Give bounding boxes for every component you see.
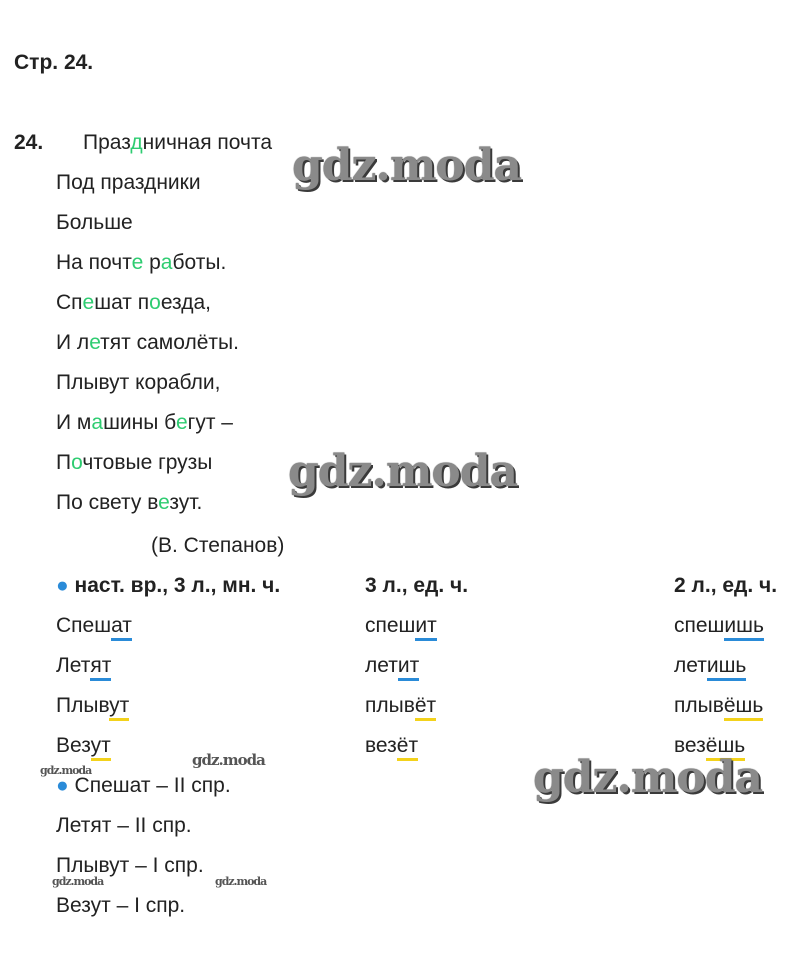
verb-form (674, 613, 764, 639)
poem-text: По свету в (56, 491, 159, 514)
table-header-col-2: 3 л., ед. ч. (365, 574, 469, 597)
poem-vowel-highlight: а (160, 251, 173, 274)
poem-line (56, 290, 211, 316)
poem-vowel-highlight: о (149, 291, 161, 314)
verb-ending: ишь (707, 654, 747, 681)
verb-stem: плыв (674, 694, 724, 717)
watermark: gdz.moda (292, 140, 522, 191)
verb-stem: спеш (365, 614, 416, 637)
verb-stem: Вез (56, 734, 91, 757)
verb-ending: ат (111, 614, 132, 641)
verb-stem: Спеш (56, 614, 112, 637)
poem-line (56, 370, 220, 396)
poem-vowel-highlight: е (131, 251, 144, 274)
poem-text: езда, (160, 291, 211, 314)
conjugation-line-4: Везут – I спр. (56, 894, 186, 917)
poem-title-part: Праз (83, 131, 131, 154)
verb-ending: ишь (724, 614, 764, 641)
poem-line (56, 210, 133, 236)
watermark: gdz.moda (52, 875, 104, 888)
poem-text: П (56, 451, 72, 474)
poem-author: (В. Степанов) (151, 534, 285, 557)
verb-ending: ёт (415, 694, 436, 721)
poem-line (56, 410, 233, 436)
verb-stem: лет (365, 654, 398, 677)
poem-vowel-highlight: а (91, 411, 104, 434)
verb-ending: ят (90, 654, 111, 681)
poem-text: Сп (56, 291, 83, 314)
poem-text: зут. (169, 491, 203, 514)
poem-text: тят самолёты. (100, 331, 239, 354)
poem-text: Плывут корабли, (56, 371, 221, 394)
poem-vowel-highlight: е (175, 411, 188, 434)
watermark: gdz.moda (215, 875, 267, 888)
poem-text: И л (56, 331, 90, 354)
bullet-icon: ● (56, 574, 69, 597)
poem-text: Под праздники (56, 171, 201, 194)
watermark: gdz.moda (288, 446, 518, 497)
exercise-number: 24. (14, 131, 44, 154)
conjugation-text: Спешат – II спр. (74, 774, 231, 797)
verb-form (365, 693, 436, 719)
watermark: gdz.moda (40, 764, 92, 777)
poem-text: Больше (56, 211, 133, 234)
verb-form (674, 693, 763, 719)
verb-ending: ёшь (706, 734, 745, 761)
verb-ending: ёшь (724, 694, 763, 721)
poem-line (56, 330, 239, 356)
verb-stem: спеш (674, 614, 725, 637)
poem-title (83, 130, 272, 156)
poem-line (56, 250, 226, 276)
verb-stem: Лет (56, 654, 91, 677)
verb-form (365, 613, 437, 639)
verb-stem: Плыв (56, 694, 110, 717)
poem-text: р (143, 251, 161, 274)
poem-text: чтовые грузы (82, 451, 213, 474)
verb-form (56, 693, 129, 719)
verb-ending: ит (415, 614, 436, 641)
verb-ending: ут (109, 694, 129, 721)
poem-vowel-highlight: е (89, 331, 101, 354)
verb-stem: лет (674, 654, 707, 677)
poem-vowel-highlight: о (71, 451, 83, 474)
table-header-col-3: 2 л., ед. ч. (674, 574, 778, 597)
verb-ending: ут (91, 734, 111, 761)
verb-ending: ёт (397, 734, 418, 761)
verb-form (56, 653, 111, 679)
verb-form (56, 613, 132, 639)
poem-text: шины б (103, 411, 176, 434)
verb-form (365, 733, 418, 759)
poem-title-highlight: д (130, 131, 143, 154)
poem-vowel-highlight: е (82, 291, 95, 314)
watermark: gdz.moda (533, 752, 763, 803)
verb-form (365, 653, 419, 679)
poem-line (56, 490, 202, 516)
poem-line (56, 170, 201, 196)
verb-stem: плыв (365, 694, 415, 717)
verb-ending: ит (398, 654, 419, 681)
verb-stem: вез (674, 734, 706, 757)
poem-text: гут – (187, 411, 233, 434)
page-title: Стр. 24. (14, 51, 94, 74)
poem-text: шат п (94, 291, 150, 314)
poem-vowel-highlight: е (158, 491, 170, 514)
poem-text: И м (56, 411, 92, 434)
poem-text: На почт (56, 251, 132, 274)
table-header-label: наст. вр., 3 л., мн. ч. (74, 574, 281, 597)
poem-title-part: ничная почта (142, 131, 272, 154)
poem-line (56, 450, 212, 476)
verb-form (56, 733, 111, 759)
conjugation-line-3: Плывут – I спр. (56, 854, 204, 877)
verb-form (674, 653, 746, 679)
conjugation-line-2: Летят – II спр. (56, 814, 192, 837)
poem-text: боты. (172, 251, 227, 274)
watermark: gdz.moda (192, 751, 265, 769)
bullet-icon: ● (56, 774, 69, 797)
verb-stem: вез (365, 734, 397, 757)
table-header-col-1 (56, 573, 280, 599)
